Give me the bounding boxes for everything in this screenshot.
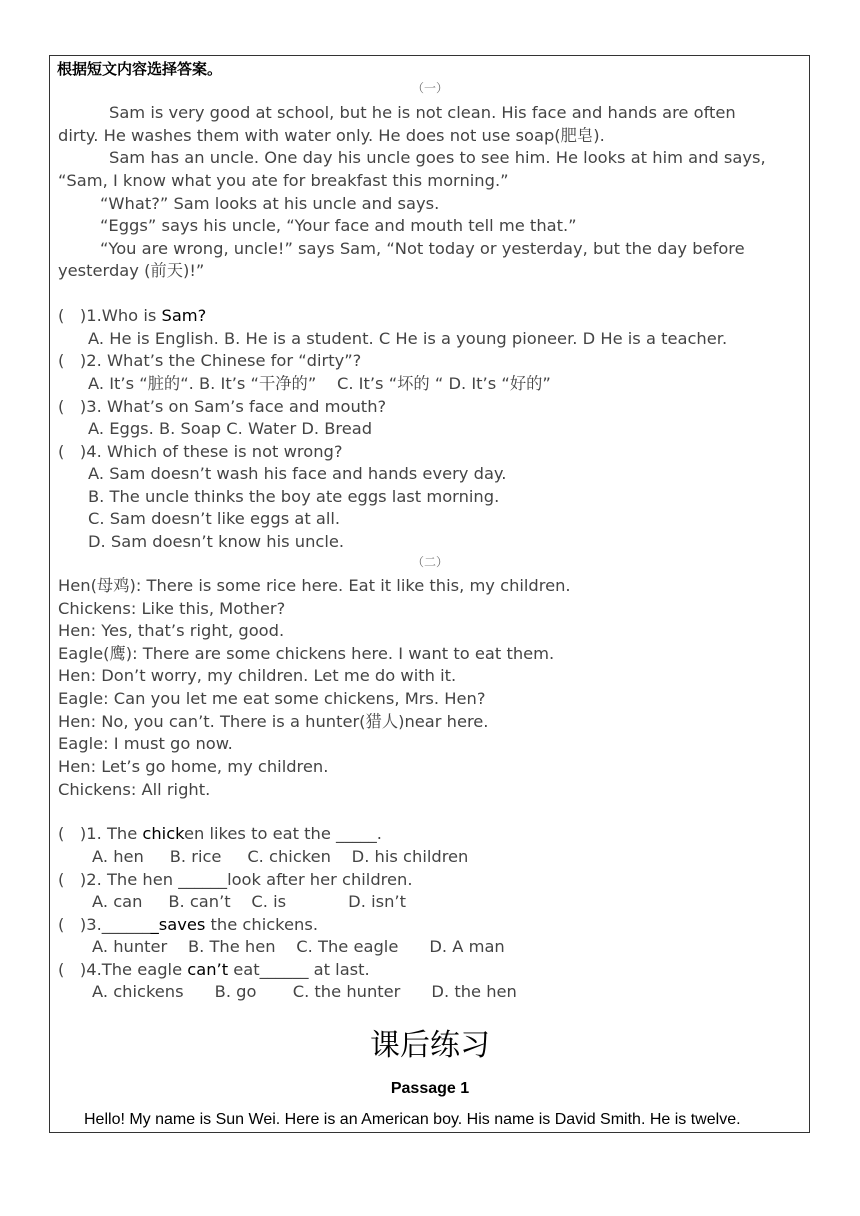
dialogue-line: Chickens: All right. xyxy=(58,780,211,799)
question-1-options: A. He is English. B. He is a student. C He is a young pioneer. D He is a teacher. xyxy=(88,329,728,348)
passage-line: Sam is very good at school, but he is not clean. His face and hands are often xyxy=(109,103,736,122)
question-4-option-a: A. Sam doesn’t wash his face and hands every day. xyxy=(88,464,507,483)
instruction: 根据短文内容选择答案。 xyxy=(57,60,223,78)
passage-line: “You are wrong, uncle!” says Sam, “Not today or yesterday, but the day before xyxy=(100,239,745,258)
dialogue-line: Eagle: I must go now. xyxy=(58,734,233,753)
question-4-option-c: C. Sam doesn’t like eggs at all. xyxy=(88,509,341,528)
question-4: ( )4. Which of these is not wrong? xyxy=(58,442,343,461)
section-marker-1: （一） xyxy=(411,81,448,95)
after-class-heading: 课后练习 xyxy=(370,1028,490,1063)
passage-line: “What?” Sam looks at his uncle and says. xyxy=(100,194,440,213)
question-2-2: ( )2. The hen ______look after her children. xyxy=(58,870,413,889)
passage-title: Passage 1 xyxy=(390,1080,470,1097)
question-2: ( )2. What’s the Chinese for “dirty”? xyxy=(58,351,362,370)
question-2-4-options: A. chickens B. go C. the hunter D. the hen xyxy=(92,982,517,1001)
dialogue-line: Hen: No, you can’t. There is a hunter(猎人)near here. xyxy=(58,712,489,731)
dialogue-line: Eagle: Can you let me eat some chickens, Mrs. Hen? xyxy=(58,689,486,708)
passage-line: Sam has an uncle. One day his uncle goes to see him. He looks at him and says, xyxy=(109,148,766,167)
question-2-options: A. It’s “脏的“. B. It’s “干净的” C. It’s “坏的 “ D. It’s “好的” xyxy=(88,374,551,393)
question-2-2-options: A. can B. can’t C. is D. isn’t xyxy=(92,892,406,911)
dialogue-line: Eagle(鹰): There are some chickens here. I want to eat them. xyxy=(58,644,555,663)
question-1: ( )1.Who is Sam? xyxy=(58,306,207,325)
dialogue-line: Hen: Don’t worry, my children. Let me do with it. xyxy=(58,666,457,685)
passage-line: “Sam, I know what you ate for breakfast this morning.” xyxy=(58,171,509,190)
question-4-option-d: D. Sam doesn’t know his uncle. xyxy=(88,532,345,551)
question-4-option-b: B. The uncle thinks the boy ate eggs last morning. xyxy=(88,487,500,506)
question-3-options: A. Eggs. B. Soap C. Water D. Bread xyxy=(88,419,373,438)
question-2-1: ( )1. The chicken likes to eat the _____. xyxy=(58,824,382,843)
passage-line: dirty. He washes them with water only. He does not use soap(肥皂). xyxy=(58,126,605,145)
question-3: ( )3. What’s on Sam’s face and mouth? xyxy=(58,397,387,416)
dialogue-line: Hen: Yes, that’s right, good. xyxy=(58,621,285,640)
dialogue-line: Hen: Let’s go home, my children. xyxy=(58,757,329,776)
question-2-4: ( )4.The eagle can’t eat______ at last. xyxy=(58,960,370,979)
section-marker-2: （二） xyxy=(411,555,448,569)
question-2-3: ( )3._______saves the chickens. xyxy=(58,915,319,934)
question-2-3-options: A. hunter B. The hen C. The eagle D. A man xyxy=(92,937,505,956)
passage-line: yesterday (前天)!” xyxy=(58,261,205,280)
dialogue-line: Chickens: Like this, Mother? xyxy=(58,599,286,618)
passage-first-line: Hello! My name is Sun Wei. Here is an American boy. His name is David Smith. He is twelve. xyxy=(84,1111,741,1128)
passage-line: “Eggs” says his uncle, “Your face and mouth tell me that.” xyxy=(100,216,577,235)
question-2-1-options: A. hen B. rice C. chicken D. his children xyxy=(92,847,469,866)
dialogue-line: Hen(母鸡): There is some rice here. Eat it like this, my children. xyxy=(58,576,571,595)
